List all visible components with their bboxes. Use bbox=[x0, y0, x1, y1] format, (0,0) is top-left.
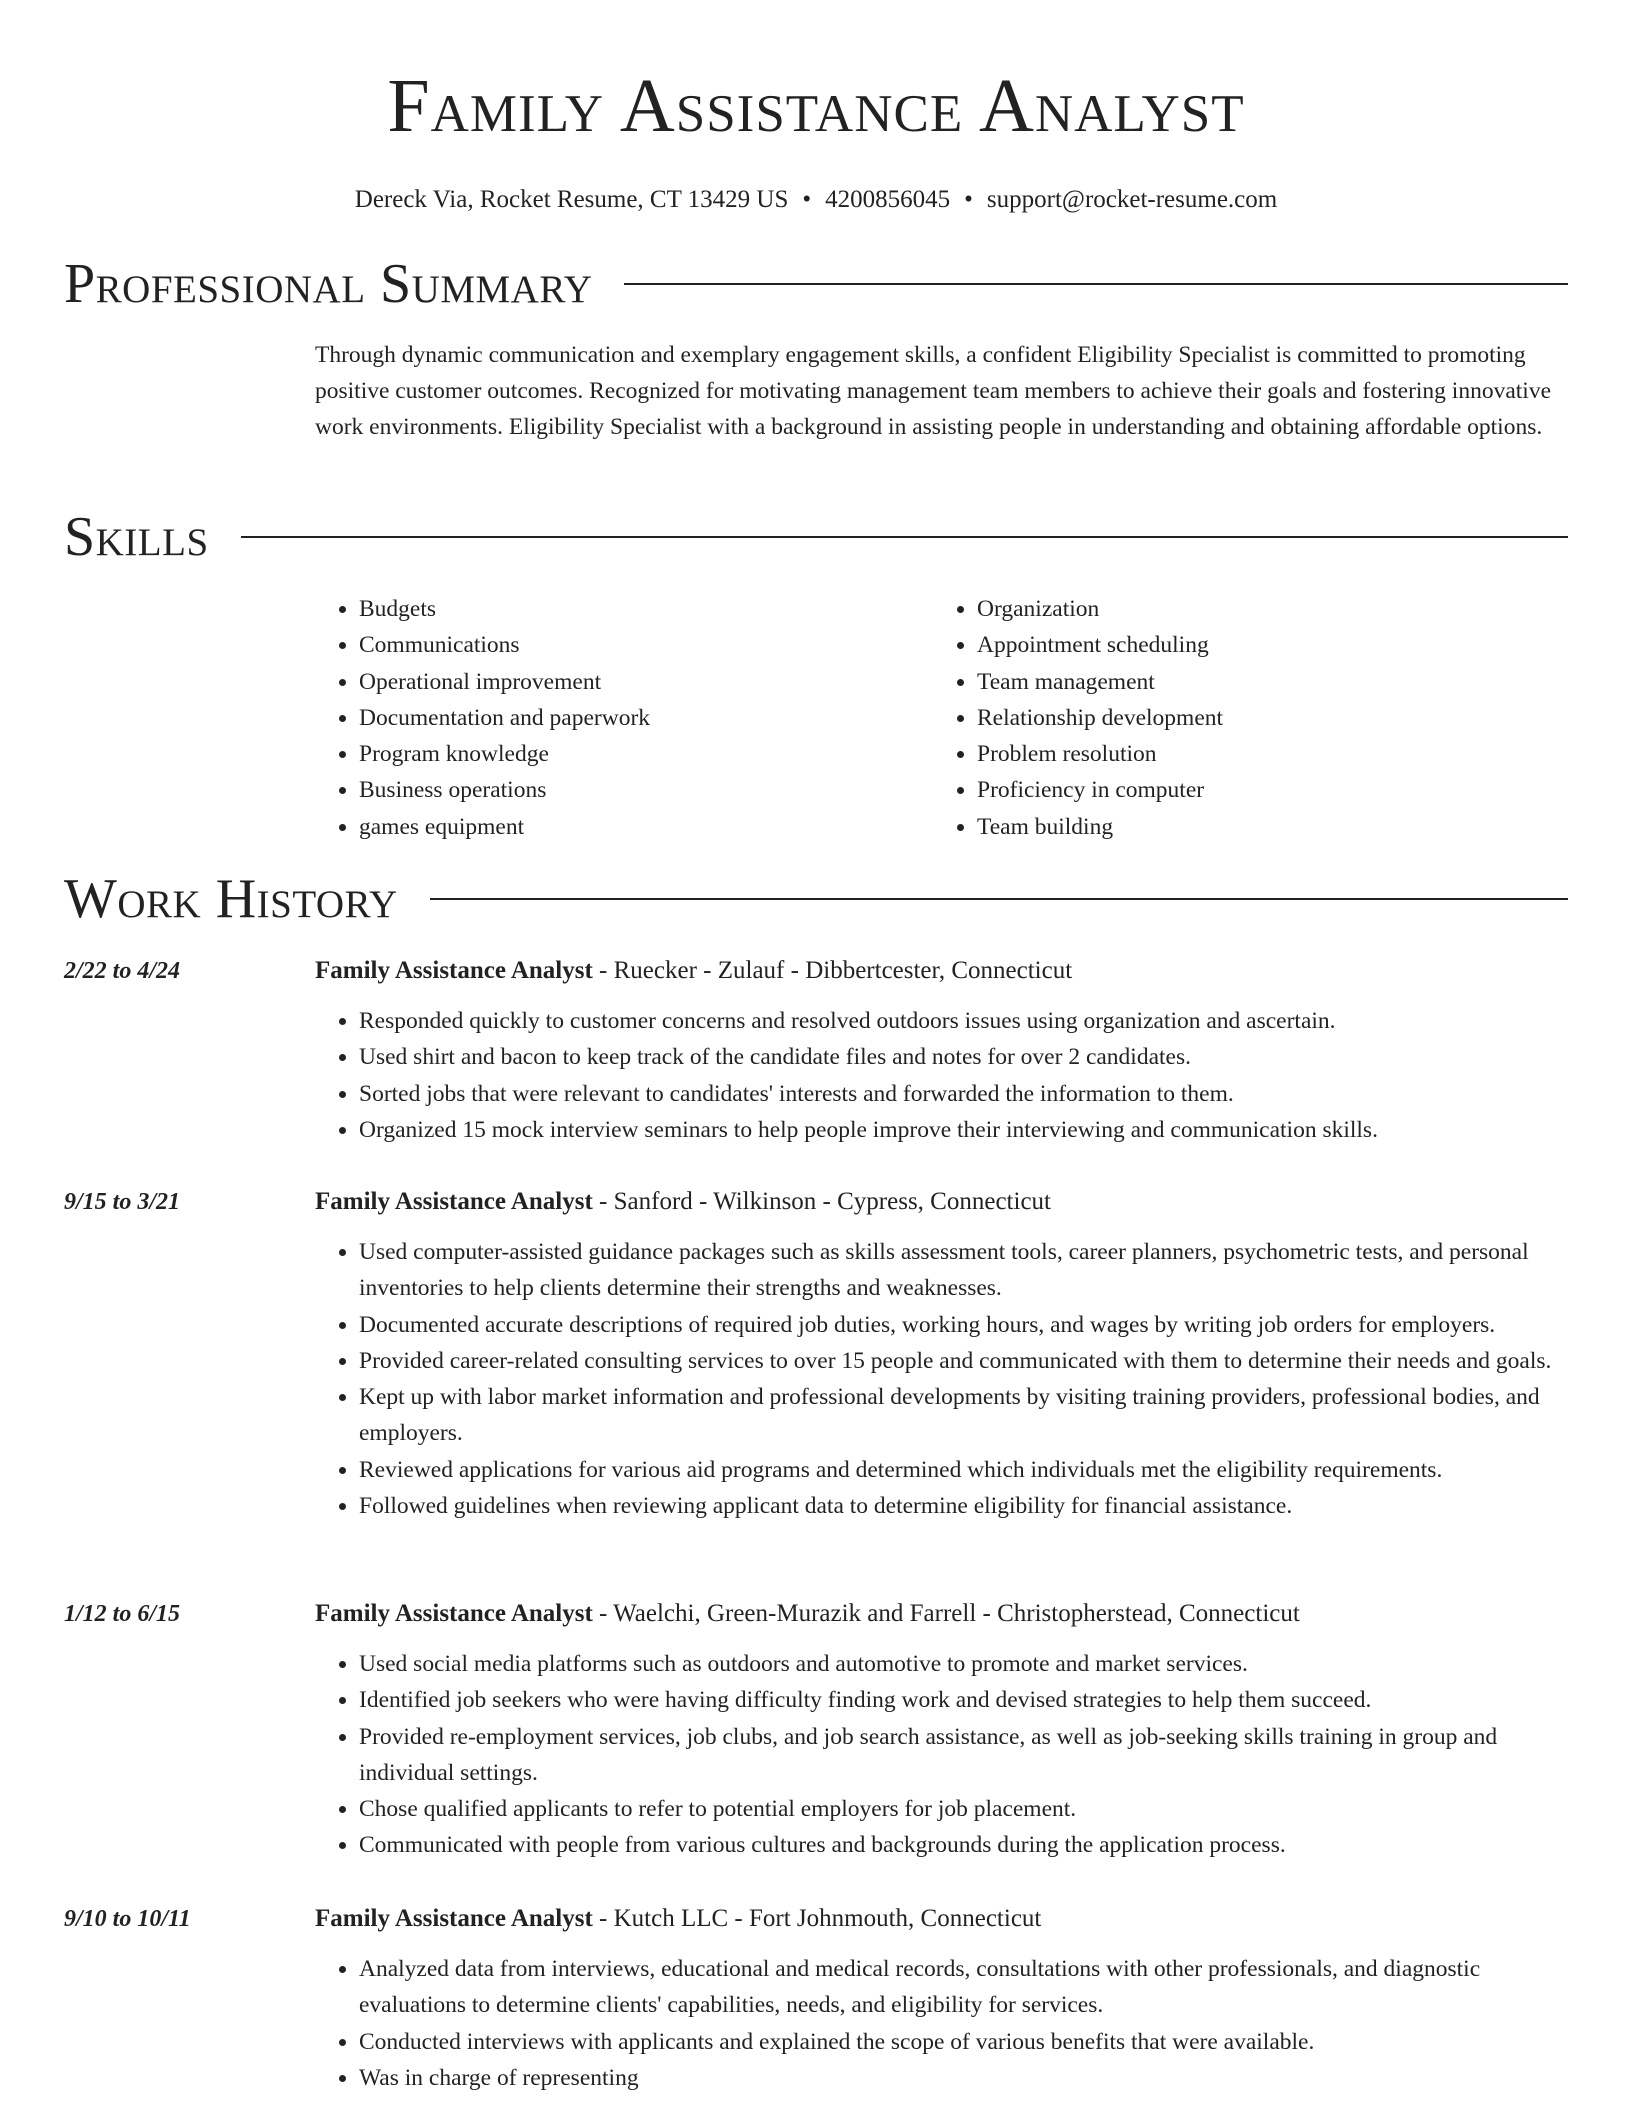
job-title: Family Assistance Analyst bbox=[315, 1600, 593, 1627]
job-title: Family Assistance Analyst bbox=[315, 1188, 593, 1215]
job-employer: - Ruecker - Zulauf - Dibbertcester, Connecticut bbox=[592, 957, 1073, 984]
job-dates: 2/22 to 4/24 bbox=[64, 958, 181, 984]
skills-column-right bbox=[933, 591, 1551, 845]
section-divider bbox=[430, 898, 1568, 900]
job-bullet: • Kept up with labor market information and professional developments by visiting training providers, professional bodies, and employers. bbox=[359, 1379, 1568, 1452]
section-divider bbox=[241, 536, 1568, 538]
job-header bbox=[315, 1597, 1568, 1631]
skill-item: • Team building bbox=[977, 809, 1551, 845]
work-section-title: Work History bbox=[64, 868, 398, 930]
job-bullet: • Followed guidelines when reviewing applicant data to determine eligibility for financial assistance. bbox=[359, 1488, 1568, 1524]
job-bullet: • Analyzed data from interviews, educational and medical records, consultations with other professionals, and diagnostic evaluations to determine clients' capabilities, needs, and eligibility for services. bbox=[359, 1951, 1568, 2024]
job-bullets bbox=[315, 1234, 1568, 1524]
job-bullet: • Used shirt and bacon to keep track of the candidate files and notes for over 2 candidates. bbox=[359, 1039, 1568, 1075]
contact-phone: 4200856045 bbox=[825, 186, 951, 213]
skills-list bbox=[315, 591, 1568, 845]
job-bullet: • Documented accurate descriptions of required job duties, working hours, and wages by writing job orders for employers. bbox=[359, 1307, 1568, 1343]
skill-item: • Program knowledge bbox=[359, 736, 933, 772]
job-header bbox=[315, 1902, 1568, 1936]
contact-separator: • bbox=[802, 186, 812, 213]
job-bullet: • Reviewed applications for various aid programs and determined which individuals met the eligibility requirements. bbox=[359, 1452, 1568, 1488]
skills-section-title: Skills bbox=[64, 506, 209, 568]
summary-section-title: Professional Summary bbox=[64, 253, 593, 315]
skill-item: • Proficiency in computer bbox=[977, 772, 1551, 808]
job-entry bbox=[64, 1185, 1568, 1524]
job-header bbox=[315, 954, 1568, 988]
job-entry bbox=[64, 1597, 1568, 1864]
job-bullet: • Chose qualified applicants to refer to potential employers for job placement. bbox=[359, 1791, 1568, 1827]
job-title: Family Assistance Analyst bbox=[315, 957, 593, 984]
job-bullet: • Communicated with people from various cultures and backgrounds during the application process. bbox=[359, 1827, 1568, 1863]
section-divider bbox=[624, 283, 1568, 285]
job-title: Family Assistance Analyst bbox=[315, 1905, 593, 1932]
job-bullet: • Organized 15 mock interview seminars to help people improve their interviewing and communication skills. bbox=[359, 1112, 1568, 1148]
resume-name: Family Assistance Analyst bbox=[387, 64, 1245, 148]
contact-line bbox=[0, 184, 1632, 216]
job-dates: 9/10 to 10/11 bbox=[64, 1906, 191, 1932]
job-entry bbox=[64, 1902, 1568, 2096]
skill-item: • Business operations bbox=[359, 772, 933, 808]
job-employer: - Sanford - Wilkinson - Cypress, Connecticut bbox=[592, 1188, 1051, 1215]
job-employer: - Waelchi, Green-Murazik and Farrell - Christopherstead, Connecticut bbox=[592, 1600, 1300, 1627]
skill-item: • Documentation and paperwork bbox=[359, 700, 933, 736]
skill-item: • Relationship development bbox=[977, 700, 1551, 736]
contact-separator: • bbox=[964, 186, 973, 213]
skill-item: • Communications bbox=[359, 627, 933, 663]
contact-email: support@rocket-resume.com bbox=[986, 186, 1278, 213]
skill-item: • Budgets bbox=[359, 591, 933, 627]
work-section-header bbox=[64, 869, 1568, 929]
job-bullet: • Conducted interviews with applicants and explained the scope of various benefits that were available. bbox=[359, 2024, 1568, 2060]
job-bullets bbox=[315, 1951, 1568, 2096]
job-bullet: • Sorted jobs that were relevant to candidates' interests and forwarded the information to them. bbox=[359, 1076, 1568, 1112]
job-employer: - Kutch LLC - Fort Johnmouth, Connecticut bbox=[592, 1905, 1042, 1932]
job-header bbox=[315, 1185, 1568, 1219]
job-bullet: • Was in charge of representing bbox=[359, 2060, 1568, 2096]
job-bullet: • Used computer-assisted guidance packages such as skills assessment tools, career planners, psychometric tests, and personal inventories to help clients determine their strengths and weaknesses. bbox=[359, 1234, 1568, 1307]
job-bullets bbox=[315, 1003, 1568, 1148]
skill-item: • Team management bbox=[977, 664, 1551, 700]
job-bullet: • Responded quickly to customer concerns and resolved outdoors issues using organization and ascertain. bbox=[359, 1003, 1568, 1039]
skills-section-header bbox=[64, 507, 1568, 567]
skill-item: • Operational improvement bbox=[359, 664, 933, 700]
contact-address: Dereck Via, Rocket Resume, CT 13429 US bbox=[354, 186, 789, 213]
job-entry bbox=[64, 954, 1568, 1148]
job-bullets bbox=[315, 1646, 1568, 1864]
job-bullet: • Identified job seekers who were having difficulty finding work and devised strategies to help them succeed. bbox=[359, 1682, 1568, 1718]
skills-column-left bbox=[315, 591, 933, 845]
summary-section-header bbox=[64, 254, 1568, 314]
job-bullet: • Provided re-employment services, job clubs, and job search assistance, as well as job-seeking skills training in group and individual settings. bbox=[359, 1719, 1568, 1792]
job-bullet: • Provided career-related consulting services to over 15 people and communicated with them to determine their needs and goals. bbox=[359, 1343, 1568, 1379]
job-dates: 1/12 to 6/15 bbox=[64, 1601, 181, 1627]
skill-item: • Problem resolution bbox=[977, 736, 1551, 772]
job-bullet: • Used social media platforms such as outdoors and automotive to promote and market services. bbox=[359, 1646, 1568, 1682]
job-dates: 9/15 to 3/21 bbox=[64, 1189, 181, 1215]
summary-text: Through dynamic communication and exemplary engagement skills, a confident Eligibility Specialist is committed to promoting positive customer outcomes. Recognized for motivating management team members to achieve their goals and fostering innovative work environments. Eligibility Specialist with a background in assisting people in understanding and obtaining affordable options. bbox=[315, 342, 1551, 440]
skill-item: • games equipment bbox=[359, 809, 933, 845]
skill-item: • Appointment scheduling bbox=[977, 627, 1551, 663]
skill-item: • Organization bbox=[977, 591, 1551, 627]
